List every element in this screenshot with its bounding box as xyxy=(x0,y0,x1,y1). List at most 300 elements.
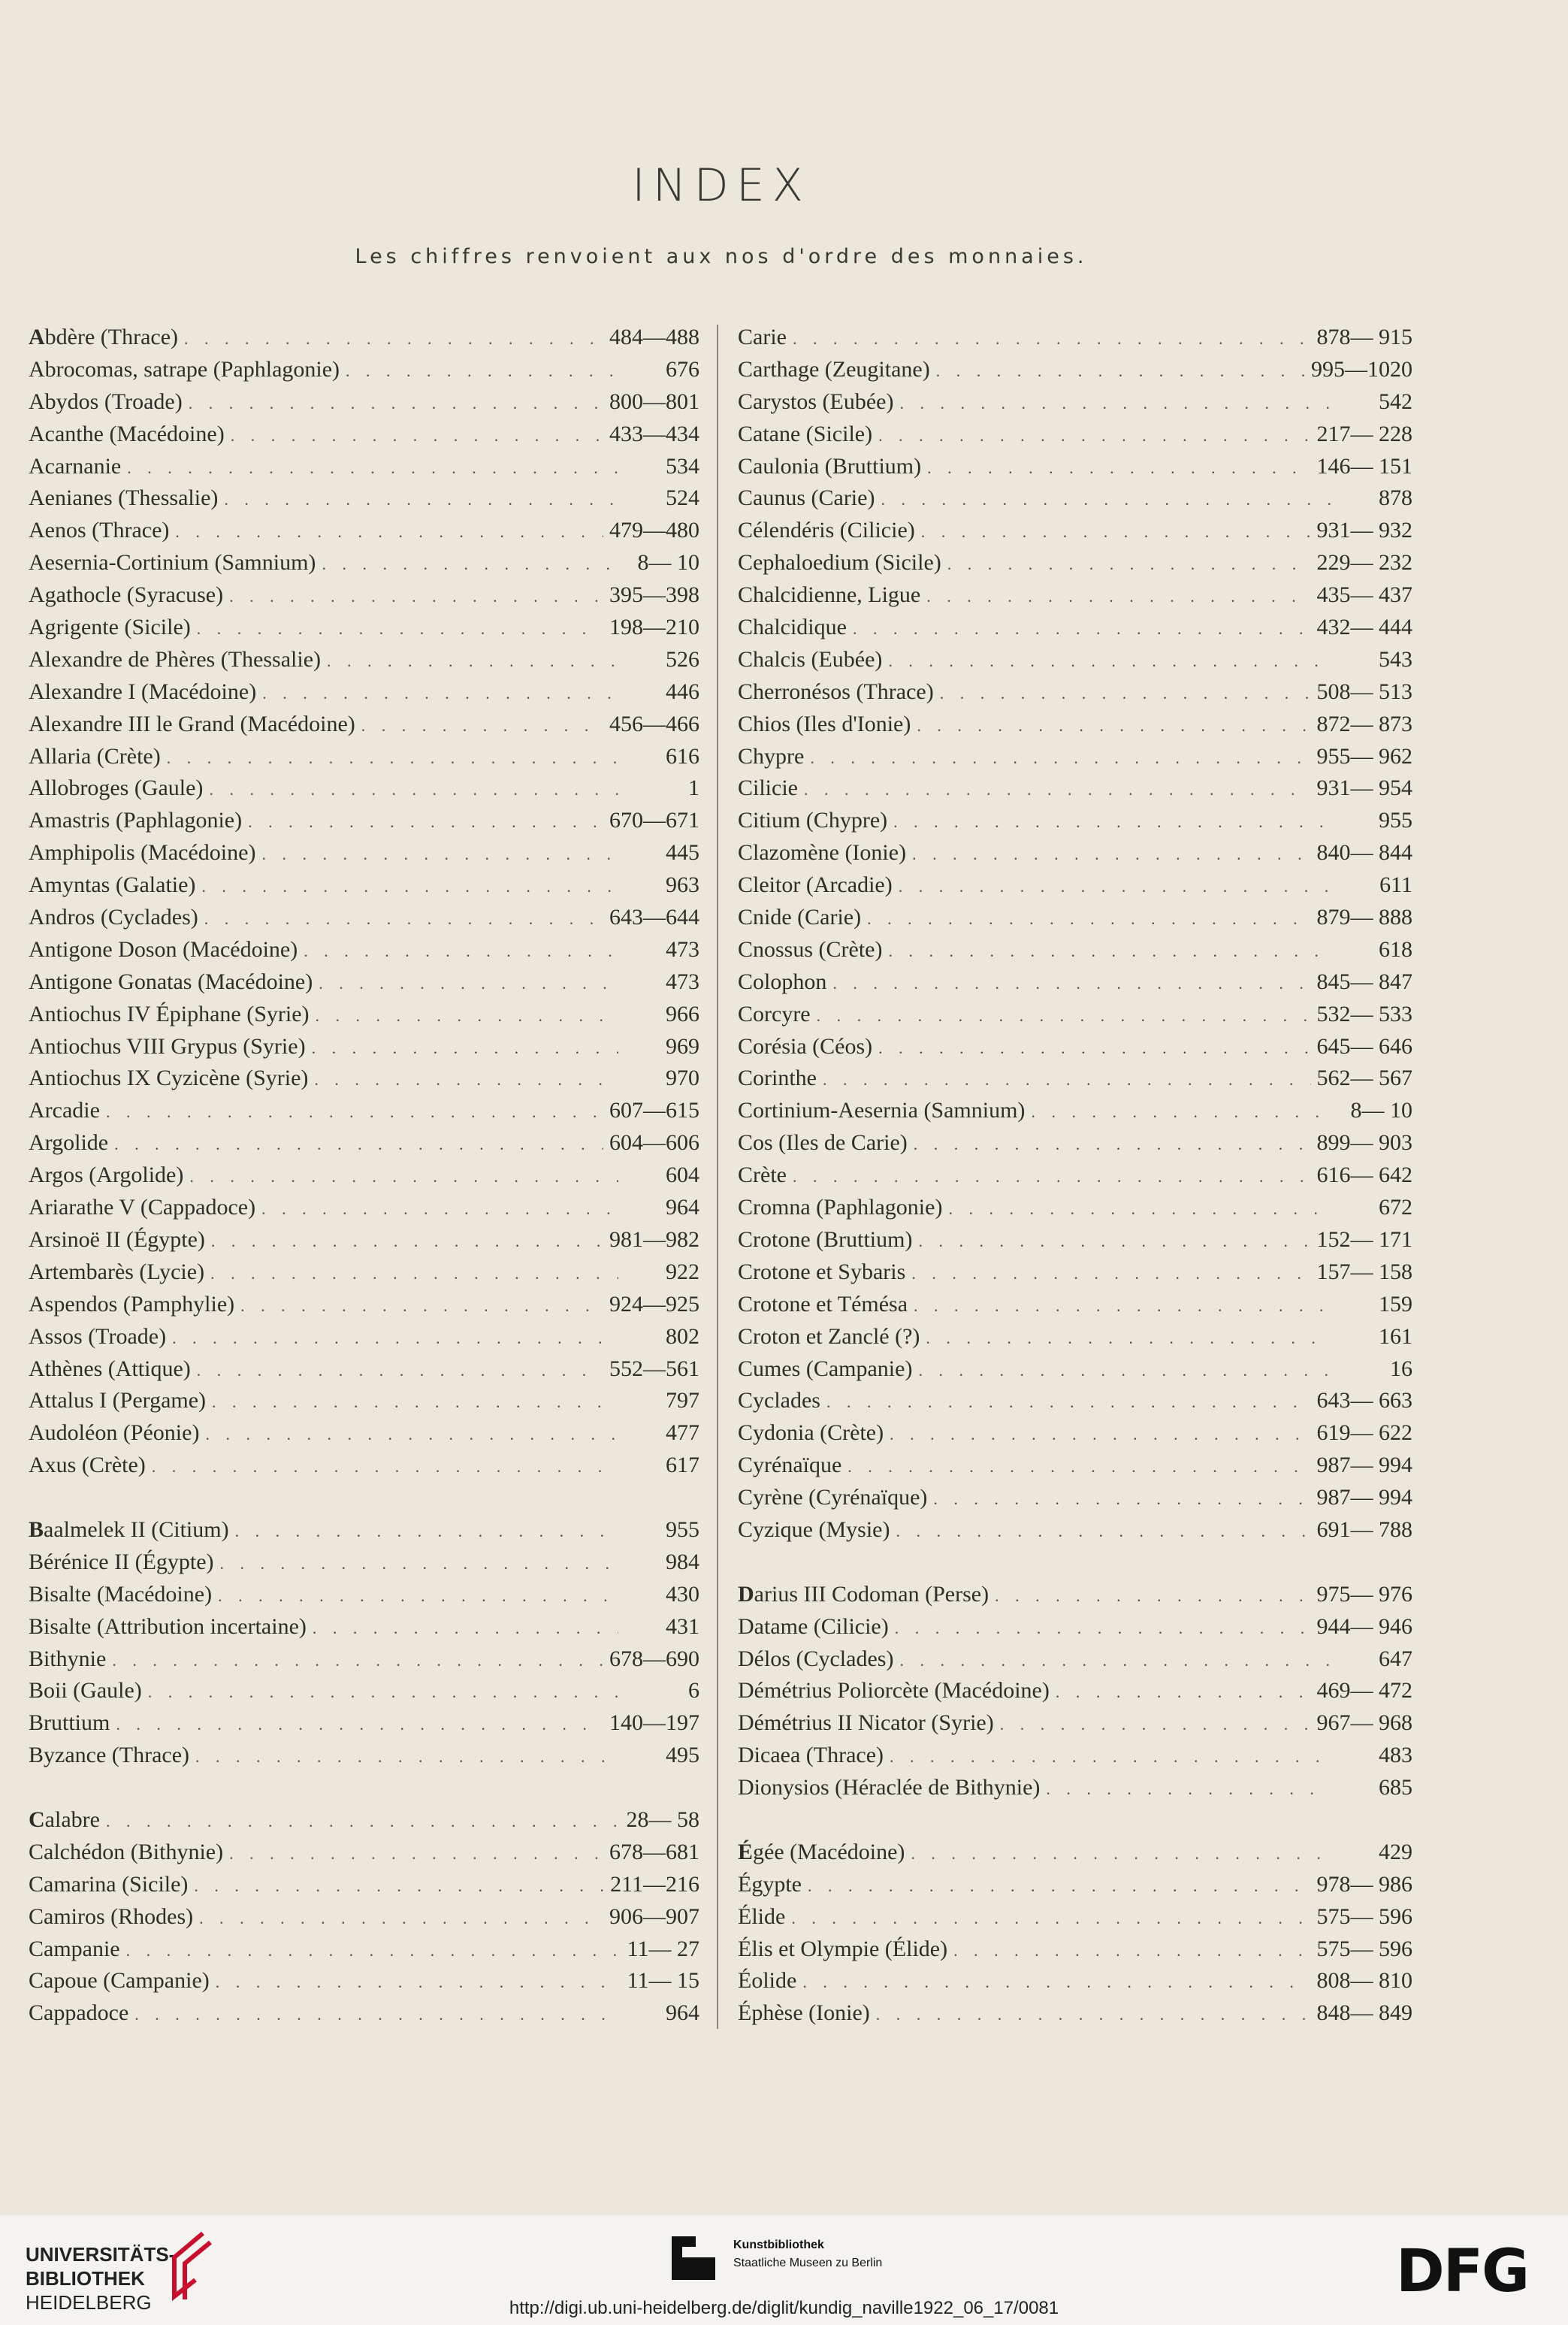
entry-name: Cyrène (Cyrénaïque) xyxy=(738,1485,928,1510)
entry-coin-numbers: 575— 596 xyxy=(1316,1903,1412,1929)
leader-dots xyxy=(926,581,1310,613)
index-entry xyxy=(738,902,1412,934)
index-entry xyxy=(29,579,699,612)
index-entry xyxy=(29,709,699,741)
index-entry xyxy=(29,966,699,999)
index-entry xyxy=(29,1546,699,1579)
index-entry xyxy=(738,612,1412,644)
entry-coin-numbers: 878 xyxy=(1379,485,1412,511)
index-entry xyxy=(738,322,1412,354)
index-entry xyxy=(29,1707,699,1740)
leader-dots xyxy=(209,774,618,806)
entry-coin-numbers: 552—561 xyxy=(609,1356,699,1381)
index-entry xyxy=(738,1514,1412,1546)
entry-coin-numbers: 8— 10 xyxy=(637,550,699,576)
section-initial: C xyxy=(29,1806,45,1832)
leader-dots xyxy=(823,1064,1311,1096)
leader-dots xyxy=(876,1999,1311,2031)
leader-dots xyxy=(210,1258,618,1290)
leader-dots xyxy=(361,710,603,742)
entry-name: Agrigente (Sicile) xyxy=(29,615,191,640)
entry-coin-numbers: 872— 873 xyxy=(1316,711,1412,736)
index-entry xyxy=(29,1579,699,1611)
entry-coin-numbers: 678—681 xyxy=(609,1839,699,1864)
index-entry xyxy=(738,966,1412,999)
index-entry xyxy=(29,837,699,869)
leader-dots xyxy=(933,1483,1310,1516)
leader-dots xyxy=(899,1645,1331,1677)
index-entry xyxy=(738,1192,1412,1224)
leader-dots xyxy=(917,710,1310,742)
entry-name: Crotone (Bruttium) xyxy=(738,1226,913,1252)
entry-name: Cleitor (Arcadie) xyxy=(738,872,893,898)
leader-dots xyxy=(312,1032,618,1065)
leader-dots xyxy=(936,355,1305,388)
entry-name: Athènes (Attique) xyxy=(29,1356,191,1381)
entry-coin-numbers: 616 xyxy=(666,743,699,769)
entry-name: Aenianes (Thessalie) xyxy=(29,485,219,511)
index-entry xyxy=(738,1321,1412,1353)
entry-name: Attalus I (Pergame) xyxy=(29,1388,207,1413)
entry-name: Cnossus (Crète) xyxy=(738,936,883,962)
entry-name: Ariarathe V (Cappadoce) xyxy=(29,1195,256,1220)
entry-coin-numbers: 484—488 xyxy=(609,325,699,349)
leader-dots xyxy=(810,742,1310,775)
leader-dots xyxy=(793,323,1311,355)
entry-name: Arsinoë II (Égypte) xyxy=(29,1226,205,1252)
entry-coin-numbers: 964 xyxy=(666,2000,699,2026)
entry-coin-numbers: 899— 903 xyxy=(1316,1130,1412,1156)
entry-name: Dionysios (Héraclée de Bithynie) xyxy=(738,1775,1041,1800)
index-entry xyxy=(29,1643,699,1676)
leader-dots xyxy=(791,1903,1310,1935)
leader-dots xyxy=(804,774,1311,806)
index-entry xyxy=(29,1224,699,1256)
entry-name: Argolide xyxy=(29,1130,109,1156)
index-entry xyxy=(738,741,1412,773)
entry-name: Bisalte (Attribution incertaine) xyxy=(29,1613,307,1639)
entry-coin-numbers: 955 xyxy=(1379,808,1412,833)
entry-name: Cilicie xyxy=(738,776,798,801)
index-entry xyxy=(738,999,1412,1031)
index-entry xyxy=(738,1772,1412,1804)
entry-name: Datame (Cilicie) xyxy=(738,1613,889,1639)
index-entry xyxy=(29,1837,699,1869)
entry-name: Cnide (Carie) xyxy=(738,905,862,930)
index-entry xyxy=(738,1095,1412,1127)
leader-dots xyxy=(261,1193,618,1226)
index-entry xyxy=(29,869,699,902)
index-entry xyxy=(738,1933,1412,1966)
entry-name xyxy=(738,1579,989,1611)
entry-name: Démétrius Poliorcète (Macédoine) xyxy=(738,1678,1050,1704)
leader-dots xyxy=(1000,1709,1311,1741)
entry-name: Crotone et Sybaris xyxy=(738,1259,906,1284)
index-column-right xyxy=(738,322,1412,2030)
index-entry xyxy=(29,1417,699,1450)
leader-dots xyxy=(116,1709,603,1741)
entry-name: Bérénice II (Égypte) xyxy=(29,1549,214,1574)
entry-name: Crotone et Témésa xyxy=(738,1291,908,1317)
entry-name: Acanthe (Macédoine) xyxy=(29,421,225,446)
leader-dots xyxy=(893,806,1331,839)
entry-name: Chalcis (Eubée) xyxy=(738,646,883,672)
leader-dots xyxy=(248,806,603,839)
entry-coin-numbers: 797 xyxy=(666,1388,699,1413)
entry-coin-numbers: 924—925 xyxy=(609,1291,699,1317)
leader-dots xyxy=(896,1516,1310,1548)
leader-dots xyxy=(240,1290,603,1323)
entry-name: Aspendos (Pamphylie) xyxy=(29,1291,235,1317)
entry-name: Argos (Argolide) xyxy=(29,1162,184,1188)
index-entry xyxy=(29,741,699,773)
entry-coin-numbers: 562— 567 xyxy=(1316,1066,1412,1091)
entry-coin-numbers: 479—480 xyxy=(609,518,699,543)
leader-dots xyxy=(847,1451,1310,1483)
entry-name: Bithynie xyxy=(29,1646,107,1671)
index-entry xyxy=(29,805,699,837)
entry-name: Amyntas (Galatie) xyxy=(29,872,196,898)
leader-dots xyxy=(220,1548,618,1580)
index-entry xyxy=(29,1965,699,1997)
leader-dots xyxy=(199,1903,603,1935)
entry-coin-numbers: 931— 954 xyxy=(1316,776,1412,801)
entry-coin-numbers: 477 xyxy=(666,1420,699,1446)
leader-dots xyxy=(940,678,1311,710)
index-entry xyxy=(738,1740,1412,1772)
entry-name: Corésia (Céos) xyxy=(738,1033,873,1059)
entry-name: Capoue (Campanie) xyxy=(29,1968,210,1994)
entry-name: Antiochus IX Cyzicène (Syrie) xyxy=(29,1066,309,1091)
digitization-footer xyxy=(0,2215,1568,2325)
ub-line-2: BIBLIOTHEK xyxy=(26,2267,145,2290)
entry-coin-numbers: 691— 788 xyxy=(1316,1516,1412,1542)
entry-coin-numbers: 217— 228 xyxy=(1316,421,1412,446)
index-entry xyxy=(29,1611,699,1643)
leader-dots xyxy=(235,1516,618,1548)
index-entry xyxy=(738,1579,1412,1611)
index-entry xyxy=(738,1417,1412,1450)
entry-coin-numbers: 984 xyxy=(666,1549,699,1574)
entry-coin-numbers: 446 xyxy=(666,679,699,704)
entry-name: Carie xyxy=(738,325,787,349)
leader-dots xyxy=(218,1580,618,1613)
dfg-logo: DFG xyxy=(1396,2238,1529,2305)
index-entry xyxy=(29,1514,699,1546)
leader-dots xyxy=(212,1386,618,1419)
page-subtitle-text: Les chiffres renvoient aux nos d'ordre des monnaies. xyxy=(355,245,1088,268)
entry-coin-numbers: 955 xyxy=(666,1516,699,1542)
entry-name: Délos (Cyclades) xyxy=(738,1646,894,1671)
entry-name: Éphèse (Ionie) xyxy=(738,2000,870,2026)
entry-coin-numbers: 672 xyxy=(1379,1195,1412,1220)
leader-dots xyxy=(832,968,1310,1000)
entry-name: Artembarès (Lycie) xyxy=(29,1259,205,1284)
entry-coin-numbers: 495 xyxy=(666,1743,699,1768)
leader-dots xyxy=(189,388,603,420)
entry-coin-numbers: 575— 596 xyxy=(1316,1936,1412,1961)
entry-coin-numbers: 543 xyxy=(1379,646,1412,672)
index-entry xyxy=(29,1869,699,1901)
entry-coin-numbers: 508— 513 xyxy=(1316,679,1412,704)
entry-coin-numbers: 647 xyxy=(1379,1646,1412,1671)
leader-dots xyxy=(204,903,603,936)
index-entry xyxy=(29,515,699,547)
entry-coin-numbers: 678—690 xyxy=(609,1646,699,1671)
index-entry xyxy=(738,1031,1412,1063)
index-entry xyxy=(738,1289,1412,1321)
leader-dots xyxy=(127,452,618,485)
entry-coin-numbers: 987— 994 xyxy=(1316,1453,1412,1478)
entry-name: Cumes (Campanie) xyxy=(738,1356,913,1381)
index-entry xyxy=(29,1353,699,1386)
entry-coin-numbers: 676 xyxy=(666,356,699,382)
index-entry xyxy=(738,1837,1412,1869)
entry-coin-numbers: 524 xyxy=(666,485,699,511)
index-entry xyxy=(29,386,699,419)
entry-coin-numbers: 616— 642 xyxy=(1316,1162,1412,1188)
index-entry xyxy=(738,451,1412,483)
entry-name: Antiochus VIII Grypus (Syrie) xyxy=(29,1033,306,1059)
entry-coin-numbers: 931— 932 xyxy=(1316,518,1412,543)
entry-name: Allobroges (Gaule) xyxy=(29,776,204,801)
leader-dots xyxy=(316,1000,618,1032)
entry-name: Corcyre xyxy=(738,1001,811,1026)
leader-dots xyxy=(926,1323,1331,1355)
entry-name: Amastris (Paphlagonie) xyxy=(29,808,243,833)
leader-dots xyxy=(195,1741,618,1773)
entry-coin-numbers: 28— 58 xyxy=(626,1806,699,1832)
entry-coin-numbers: 534 xyxy=(666,453,699,479)
entry-coin-numbers: 161 xyxy=(1379,1323,1412,1349)
leader-dots xyxy=(175,516,603,549)
entry-coin-numbers: 975— 976 xyxy=(1316,1581,1412,1607)
index-entry xyxy=(738,386,1412,419)
entry-name: Alexandre III le Grand (Macédoine) xyxy=(29,711,355,736)
leader-dots xyxy=(888,936,1331,968)
entry-coin-numbers: 995—1020 xyxy=(1311,356,1412,382)
leader-dots xyxy=(888,645,1331,678)
entry-name xyxy=(738,1837,905,1869)
leader-dots xyxy=(134,1999,618,2031)
entry-coin-numbers: 685 xyxy=(1379,1775,1412,1800)
index-entry xyxy=(738,1224,1412,1256)
index-entry xyxy=(29,676,699,709)
entry-coin-numbers: 198—210 xyxy=(609,615,699,640)
entry-name: Élide xyxy=(738,1903,786,1929)
entry-name-rest: bdère (Thrace) xyxy=(44,325,179,349)
entry-name: Agathocle (Syracuse) xyxy=(29,582,224,608)
leader-dots xyxy=(197,1355,603,1387)
entry-name: Chalcidique xyxy=(738,615,847,640)
index-entry xyxy=(738,1611,1412,1643)
entry-name: Cydonia (Crète) xyxy=(738,1420,884,1446)
entry-name: Campanie xyxy=(29,1936,120,1961)
section-gap xyxy=(738,1804,1412,1837)
entry-name: Célendéris (Cilicie) xyxy=(738,518,915,543)
entry-coin-numbers: 878— 915 xyxy=(1316,325,1412,349)
leader-dots xyxy=(878,1032,1310,1065)
index-entry xyxy=(738,1965,1412,1997)
entry-coin-numbers: 456—466 xyxy=(609,711,699,736)
leader-dots xyxy=(106,1096,603,1129)
entry-coin-numbers: 6 xyxy=(688,1678,699,1704)
entry-name: Chios (Iles d'Ionie) xyxy=(738,711,911,736)
entry-name: Carthage (Zeugitane) xyxy=(738,356,930,382)
section-initial: É xyxy=(738,1839,754,1864)
leader-dots xyxy=(817,1000,1311,1032)
entry-name: Caunus (Carie) xyxy=(738,485,875,511)
index-entry xyxy=(738,805,1412,837)
entry-coin-numbers: 922 xyxy=(666,1259,699,1284)
leader-dots xyxy=(890,1419,1310,1451)
entry-coin-numbers: 963 xyxy=(666,872,699,898)
leader-dots xyxy=(114,1129,603,1161)
index-entry xyxy=(738,676,1412,709)
index-entry xyxy=(29,451,699,483)
leader-dots xyxy=(224,484,618,516)
index-entry xyxy=(29,1321,699,1353)
entry-name xyxy=(29,322,178,354)
index-entry xyxy=(29,999,699,1031)
index-entry xyxy=(738,1063,1412,1095)
entry-coin-numbers: 808— 810 xyxy=(1316,1968,1412,1994)
leader-dots xyxy=(211,1226,603,1258)
leader-dots xyxy=(890,1741,1331,1773)
entry-coin-numbers: 964 xyxy=(666,1195,699,1220)
entry-name: Alexandre I (Macédoine) xyxy=(29,679,257,704)
index-entry xyxy=(738,515,1412,547)
entry-coin-numbers: 16 xyxy=(1390,1356,1412,1381)
leader-dots xyxy=(319,968,618,1000)
entry-name-rest: aalmelek II (Citium) xyxy=(44,1516,229,1542)
entry-name: Byzance (Thrace) xyxy=(29,1743,190,1768)
entry-coin-numbers: 611 xyxy=(1379,872,1412,898)
entry-coin-numbers: 906—907 xyxy=(609,1903,699,1929)
entry-coin-numbers: 967— 968 xyxy=(1316,1710,1412,1736)
entry-coin-numbers: 445 xyxy=(666,840,699,866)
entry-coin-numbers: 670—671 xyxy=(609,808,699,833)
entry-coin-numbers: 969 xyxy=(666,1033,699,1059)
leader-dots xyxy=(229,581,603,613)
leader-dots xyxy=(995,1580,1310,1613)
entry-coin-numbers: 11— 15 xyxy=(627,1968,699,1994)
entry-coin-numbers: 879— 888 xyxy=(1316,905,1412,930)
entry-coin-numbers: 140—197 xyxy=(609,1710,699,1736)
entry-name: Cherronésos (Thrace) xyxy=(738,679,934,704)
section-initial: A xyxy=(29,325,45,349)
leader-dots xyxy=(231,420,603,452)
entry-name: Cyrénaïque xyxy=(738,1453,842,1478)
entry-coin-numbers: 11— 27 xyxy=(627,1936,699,1961)
entry-coin-numbers: 473 xyxy=(666,969,699,994)
entry-coin-numbers: 981—982 xyxy=(609,1226,699,1252)
entry-coin-numbers: 604 xyxy=(666,1162,699,1188)
entry-name: Catane (Sicile) xyxy=(738,421,873,446)
leader-dots xyxy=(867,903,1310,936)
entry-coin-numbers: 483 xyxy=(1379,1743,1412,1768)
index-entry xyxy=(29,1804,699,1837)
entry-name: Abydos (Troade) xyxy=(29,389,183,414)
entry-name: Aenos (Thrace) xyxy=(29,518,170,543)
index-entry xyxy=(738,1869,1412,1901)
entry-coin-numbers: 433—434 xyxy=(609,421,699,446)
index-entry xyxy=(738,772,1412,805)
leader-dots xyxy=(878,420,1310,452)
leader-dots xyxy=(918,1226,1310,1258)
leader-dots xyxy=(881,484,1331,516)
kb-line-2: Staatliche Museen zu Berlin xyxy=(733,2257,883,2269)
entry-coin-numbers: 473 xyxy=(666,936,699,962)
entry-coin-numbers: 978— 986 xyxy=(1316,1871,1412,1897)
entry-name: Caulonia (Bruttium) xyxy=(738,453,922,479)
leader-dots xyxy=(953,1935,1310,1967)
section-gap xyxy=(738,1546,1412,1579)
entry-name: Arcadie xyxy=(29,1098,100,1123)
leader-dots xyxy=(205,1419,618,1451)
index-entry xyxy=(29,644,699,676)
entry-name: Colophon xyxy=(738,969,827,994)
index-entry xyxy=(738,1707,1412,1740)
leader-dots xyxy=(152,1451,618,1483)
index-entry xyxy=(738,1353,1412,1386)
leader-dots xyxy=(314,1064,618,1096)
leader-dots xyxy=(262,678,618,710)
source-url-link[interactable]: http://digi.ub.uni-heidelberg.de/diglit/kundig_naville1922_06_17/0081 xyxy=(509,2298,1059,2318)
leader-dots xyxy=(322,549,618,581)
leader-dots xyxy=(197,613,603,645)
index-entry xyxy=(29,1385,699,1417)
ub-line-1: UNIVERSITÄTS- xyxy=(26,2243,176,2266)
entry-coin-numbers: 542 xyxy=(1379,389,1412,414)
entry-name: Démétrius II Nicator (Syrie) xyxy=(738,1710,994,1736)
entry-coin-numbers: 619— 622 xyxy=(1316,1420,1412,1446)
leader-dots xyxy=(148,1676,618,1709)
leader-dots xyxy=(947,549,1311,581)
entry-coin-numbers: 1 xyxy=(688,776,699,801)
index-entry xyxy=(738,1159,1412,1192)
entry-name: Antigone Doson (Macédoine) xyxy=(29,936,298,962)
index-entry xyxy=(29,547,699,579)
entry-name: Cyzique (Mysie) xyxy=(738,1516,890,1542)
entry-name: Cappadoce xyxy=(29,2000,129,2026)
entry-coin-numbers: 8— 10 xyxy=(1350,1098,1412,1123)
index-entry xyxy=(29,1095,699,1127)
leader-dots xyxy=(895,1613,1311,1645)
entry-coin-numbers: 955— 962 xyxy=(1316,743,1412,769)
entry-name: Corinthe xyxy=(738,1066,817,1091)
entry-name: Chalcidienne, Ligue xyxy=(738,582,921,608)
leader-dots xyxy=(261,839,618,871)
entry-coin-numbers: 435— 437 xyxy=(1316,582,1412,608)
index-entry xyxy=(29,902,699,934)
leader-dots xyxy=(793,1161,1311,1193)
leader-dots xyxy=(1056,1676,1311,1709)
index-entry xyxy=(738,1997,1412,2030)
leader-dots xyxy=(189,1161,618,1193)
entry-name: Aesernia-Cortinium (Samnium) xyxy=(29,550,316,576)
entry-coin-numbers: 211—216 xyxy=(610,1871,699,1897)
index-entry xyxy=(738,1482,1412,1514)
entry-coin-numbers: 429 xyxy=(1379,1839,1412,1864)
entry-name: Carystos (Eubée) xyxy=(738,389,894,414)
entry-coin-numbers: 970 xyxy=(666,1066,699,1091)
entry-name: Élis et Olympie (Élide) xyxy=(738,1936,948,1961)
index-entry xyxy=(29,1063,699,1095)
entry-name: Cephaloedium (Sicile) xyxy=(738,550,941,576)
entry-name: Cortinium-Aesernia (Samnium) xyxy=(738,1098,1026,1123)
leader-dots xyxy=(899,871,1331,903)
